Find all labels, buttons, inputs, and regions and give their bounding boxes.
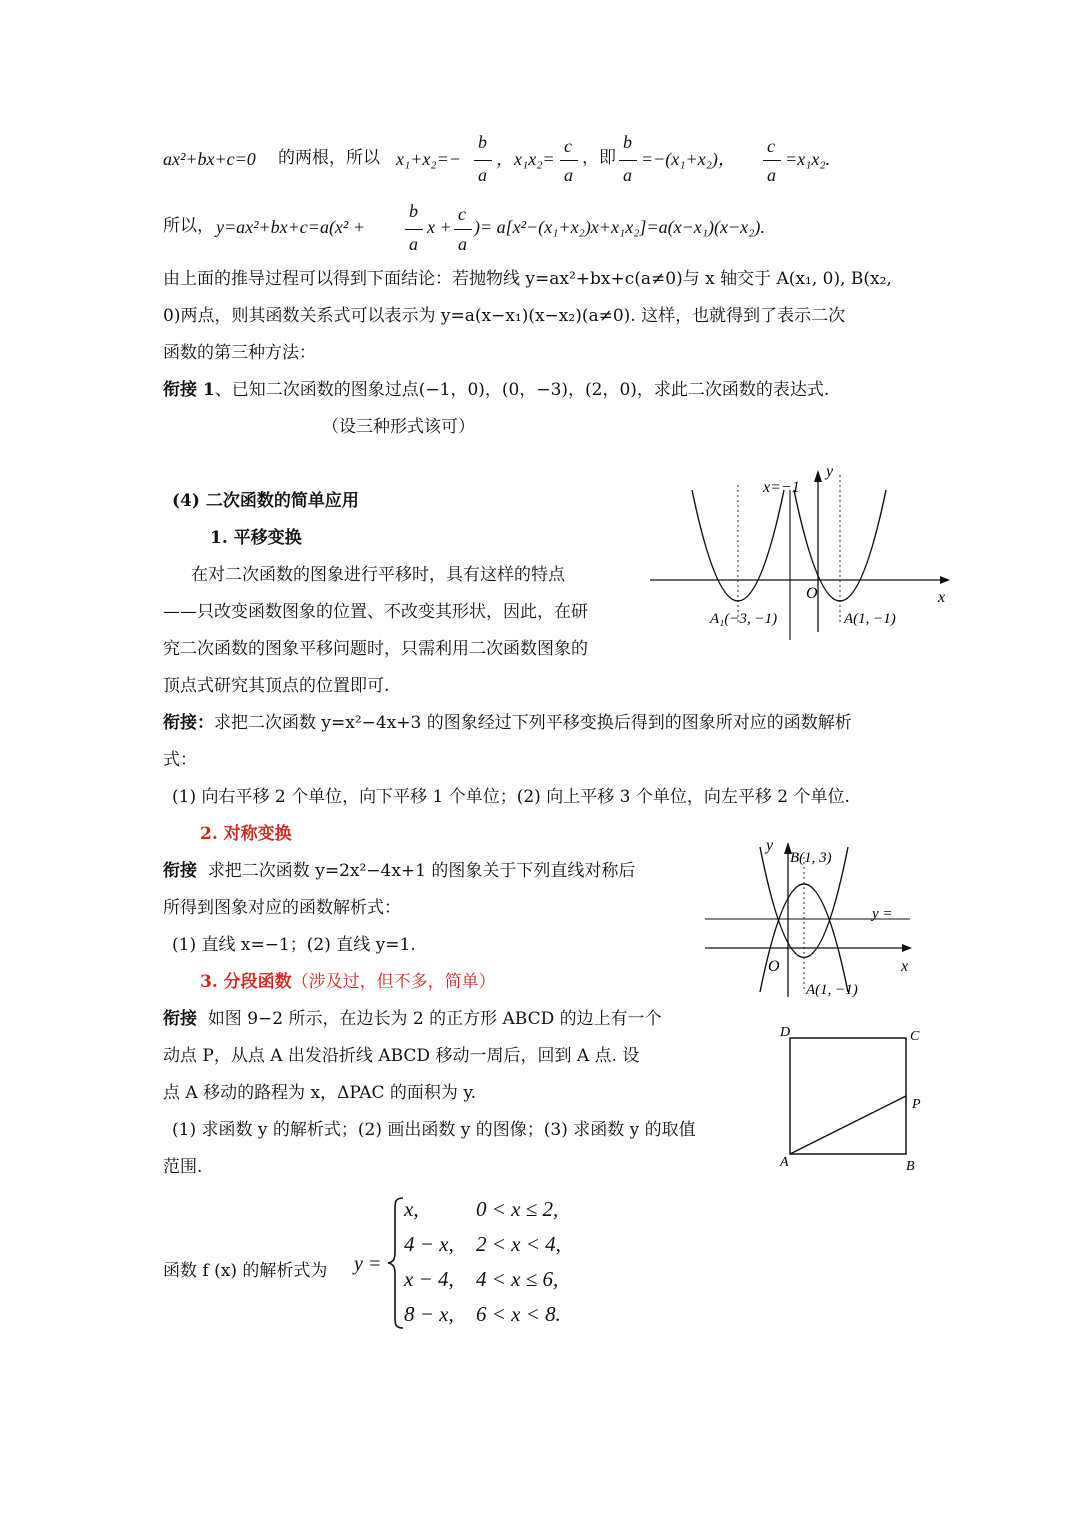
fig2-x-arrow bbox=[902, 944, 912, 952]
fig3-segment-ap bbox=[790, 1096, 906, 1154]
line2-lead: 所以， bbox=[163, 216, 214, 236]
fig2-label-y: y bbox=[766, 837, 774, 854]
frac5-bar bbox=[405, 229, 423, 230]
section4-heading: (4) 二次函数的简单应用 bbox=[172, 491, 359, 511]
figure-translation bbox=[640, 460, 960, 635]
case-2-cond: 2 < x < 4, bbox=[476, 1232, 561, 1256]
frac2-num: c bbox=[564, 136, 572, 156]
case-4-expr: 8 − x, bbox=[404, 1302, 454, 1326]
frac5-num: b bbox=[409, 201, 418, 221]
fig1-label-x: x bbox=[938, 589, 946, 606]
case-1-cond: 0 < x ≤ 2, bbox=[476, 1197, 559, 1221]
frac1-bar bbox=[474, 160, 492, 161]
fig2-label-x: x bbox=[901, 958, 909, 975]
conclusion-line-1: 由上面的推导过程可以得到下面结论：若抛物线 y=ax²+bx+c(a≠0)与 x 轴交于 A(x₁, 0), B(x₂, bbox=[163, 269, 892, 289]
fig2-label-o: O bbox=[768, 958, 780, 975]
fig1-label-xeq: x=−1 bbox=[763, 479, 800, 496]
case-4-cond: 6 < x < 8. bbox=[476, 1302, 561, 1326]
section4-para-1: 在对二次函数的图象进行平移时，具有这样的特点 bbox=[191, 565, 565, 585]
line1-tail: ，即 bbox=[582, 148, 616, 168]
frac4-num: c bbox=[767, 136, 775, 156]
frac6-den: a bbox=[458, 234, 467, 254]
section-piece-sub3: 3. 分段函数 bbox=[200, 972, 292, 992]
fig1-label-o: O bbox=[806, 585, 818, 602]
fig2-label-b: B(1, 3) bbox=[790, 850, 832, 866]
frac1-den: a bbox=[478, 165, 487, 185]
section-sym-link-text: 求把二次函数 y=2x²−4x+1 的图象关于下列直线对称后 bbox=[207, 861, 636, 881]
frac3-bar bbox=[619, 160, 637, 161]
section4-sub1: 1. 平移变换 bbox=[210, 528, 302, 548]
fig1-label-y: y bbox=[826, 463, 834, 480]
section4-link-text: 求把二次函数 y=x²−4x+3 的图象经过下列平移变换后得到的图象所对应的函数解析 bbox=[214, 713, 852, 733]
line2-rest: )= a[x²−(x₁+x₂)x+x₁x₂]=a(x−x₁)(x−x₂). bbox=[474, 217, 765, 237]
section4-link-label: 衔接： bbox=[163, 713, 214, 733]
section-sym-link-text2: 所得到图象对应的函数解析式： bbox=[163, 898, 401, 918]
link1-text: 、已知二次函数的图象过点(−1，0)，(0，−3)，(2，0)，求此二次函数的表达式. bbox=[214, 380, 830, 400]
fig3-square bbox=[790, 1038, 906, 1154]
fig1-label-a1: A₁(−3, −1) bbox=[710, 611, 778, 627]
line1-sum: x₁+x₂=− bbox=[396, 149, 461, 169]
case-2-expr: 4 − x, bbox=[404, 1232, 454, 1256]
frac3-num: b bbox=[623, 132, 632, 152]
link1-note: （设三种形式该可） bbox=[322, 417, 475, 437]
frac4-bar bbox=[763, 160, 781, 161]
fig1-label-a: A(1, −1) bbox=[844, 611, 896, 627]
fig3-label-b: B bbox=[906, 1159, 915, 1174]
fig3-label-a: A bbox=[780, 1155, 789, 1170]
fig3-label-d: D bbox=[780, 1025, 791, 1040]
section-piece-para-3: 点 A 移动的路程为 x，ΔPAC 的面积为 y. bbox=[163, 1083, 477, 1103]
section4-para-2: ——只改变函数图象的位置、不改变其形状，因此，在研 bbox=[163, 602, 588, 622]
section-piece-sub3-note: （涉及过，但不多，简单） bbox=[291, 972, 496, 992]
frac6-num: c bbox=[458, 204, 466, 224]
line1-mid: 的两根，所以 bbox=[278, 148, 380, 168]
line2-eq: y=ax²+bx+c=a(x² + bbox=[216, 217, 365, 237]
section4-link bbox=[163, 715, 852, 732]
section-piece-para-1: 衔接 如图 9−2 所示，在边长为 2 的正方形 ABCD 的边上有一个 bbox=[163, 1009, 662, 1029]
frac5-den: a bbox=[409, 234, 418, 254]
line1-eq: ax²+bx+c=0 bbox=[163, 149, 256, 169]
section-piece-link-label: 衔接 bbox=[163, 1009, 197, 1029]
section-sym-sub2: 2. 对称变换 bbox=[200, 824, 292, 844]
section-piece-question-2: 范围. bbox=[163, 1157, 203, 1177]
result-y: y = bbox=[354, 1253, 382, 1275]
fig2-label-yeq: y = bbox=[872, 906, 893, 922]
line1-back: =−(x₁+x₂)， bbox=[641, 149, 736, 169]
line1-end: =x₁x₂. bbox=[785, 149, 831, 169]
section-piece-heading bbox=[200, 974, 496, 991]
section-piece-para-2: 动点 P，从点 A 出发沿折线 ABCD 移动一周后，回到 A 点. 设 bbox=[163, 1046, 640, 1066]
fig3-label-c: C bbox=[910, 1029, 920, 1044]
fig1-y-arrow bbox=[814, 470, 822, 482]
frac4-den: a bbox=[767, 165, 776, 185]
line1-prod: ，x₁x₂= bbox=[496, 149, 555, 169]
frac2-bar bbox=[560, 160, 578, 161]
section-sym-link-label: 衔接 bbox=[163, 861, 197, 881]
section-sym-link bbox=[163, 863, 635, 880]
case-3-cond: 4 < x ≤ 6, bbox=[476, 1267, 559, 1291]
frac2-den: a bbox=[564, 165, 573, 185]
section-sym-items: (1) 直线 x=−1；(2) 直线 y=1. bbox=[172, 935, 416, 955]
line2-x: x + bbox=[427, 217, 452, 237]
figure-square bbox=[770, 1022, 930, 1172]
fig2-label-a: A(1, −1) bbox=[806, 982, 858, 998]
figure-symmetry bbox=[700, 832, 925, 1000]
section-piece-question-1: (1) 求函数 y 的解析式；(2) 画出函数 y 的图像；(3) 求函数 y 的取值 bbox=[172, 1120, 696, 1140]
section4-para-3: 究二次函数的图象平移问题时，只需利用二次函数图象的 bbox=[163, 639, 588, 659]
frac3-den: a bbox=[623, 165, 632, 185]
link1-label: 衔接 1 bbox=[163, 380, 215, 400]
case-3-expr: x − 4, bbox=[404, 1267, 454, 1291]
link1 bbox=[163, 382, 829, 399]
conclusion-line-2: 0)两点，则其函数关系式可以表示为 y=a(x−x₁)(x−x₂)(a≠0). 这样，也就得到了表示二次 bbox=[163, 306, 846, 326]
section4-link-text2: 式： bbox=[163, 750, 197, 770]
fig3-label-p: P bbox=[912, 1097, 921, 1112]
case-1-expr: x, bbox=[404, 1197, 419, 1221]
conclusion-line-3: 函数的第三种方法： bbox=[163, 343, 316, 363]
fig1-x-arrow bbox=[940, 576, 950, 584]
result-label: 函数 f (x) 的解析式为 bbox=[163, 1261, 328, 1281]
frac6-bar bbox=[454, 229, 472, 230]
section4-para-4: 顶点式研究其顶点的位置即可. bbox=[163, 676, 390, 696]
section4-items: (1) 向右平移 2 个单位，向下平移 1 个单位；(2) 向上平移 3 个单位，向左平移 2 个单位. bbox=[172, 787, 850, 807]
frac1-num: b bbox=[478, 132, 487, 152]
